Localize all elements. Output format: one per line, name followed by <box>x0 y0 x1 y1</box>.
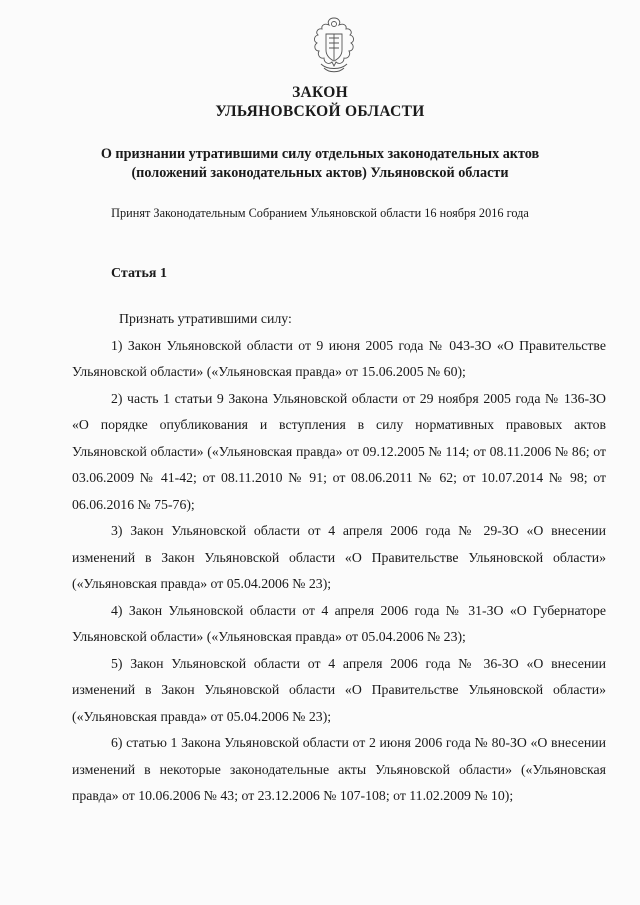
title-line-1: ЗАКОН <box>292 84 348 101</box>
list-item: 3) Закон Ульяновской области от 4 апреля 2006 года № 29-ЗО «О внесении изменений в Закон Ульяновской области «О Правительстве Ульяновской области» («Ульяновская правда» от 05.04.2006 № 23); <box>72 523 606 591</box>
adoption-note: Принят Законодательным Собранием Ульяновской области 16 ноября 2016 года <box>111 206 529 220</box>
article-intro: Признать утратившими силу: <box>119 311 292 326</box>
article-body <box>72 306 606 810</box>
law-title <box>0 83 640 121</box>
list-item: 2) часть 1 статьи 9 Закона Ульяновской области от 29 ноября 2005 года № 136-ЗО «О порядке опубликования и вступления в силу нормативных правовых актов Ульяновской области» («Ульяновская правда» от 09.12.2005 № 114; от 08.11.2006 № 86; от 03.06.2009 № 41-42; от 08.11.2010 № 91; от 08.06.2011 № 62; от 10.07.2014 № 98; от 06.06.2016 № 75-76); <box>72 390 606 512</box>
article-heading: Статья 1 <box>111 266 167 281</box>
list-item: 5) Закон Ульяновской области от 4 апреля 2006 года № 36-ЗО «О внесении изменений в Закон Ульяновской области «О Правительстве Ульяновской области» («Ульяновская правда» от 05.04.2006 № 23); <box>72 655 606 724</box>
list-item: 6) статью 1 Закона Ульяновской области от 2 июня 2006 года № 80-ЗО «О внесении изменений в некоторые законодательные акты Ульяновской области» («Ульяновская правда» от 10.06.2006 № 43; от 23.12.2006 № 107-108; от 11.02.2009 № 10); <box>72 735 606 803</box>
coat-of-arms-icon <box>307 14 361 78</box>
subject-line-2: (положений законодательных актов) Ульяновской области <box>131 165 509 181</box>
title-line-2: УЛЬЯНОВСКОЙ ОБЛАСТИ <box>215 103 425 120</box>
law-subject <box>0 145 640 183</box>
list-item: 1) Закон Ульяновской области от 9 июня 2005 года № 043-ЗО «О Правительстве Ульяновской области» («Ульяновская правда» от 15.06.2005 № 60); <box>72 337 606 379</box>
list-item: 4) Закон Ульяновской области от 4 апреля 2006 года № 31-ЗО «О Губернаторе Ульяновской области» («Ульяновская правда» от 05.04.2006 № 23); <box>72 602 606 644</box>
subject-line-1: О признании утратившими силу отдельных законодательных актов <box>100 146 540 162</box>
